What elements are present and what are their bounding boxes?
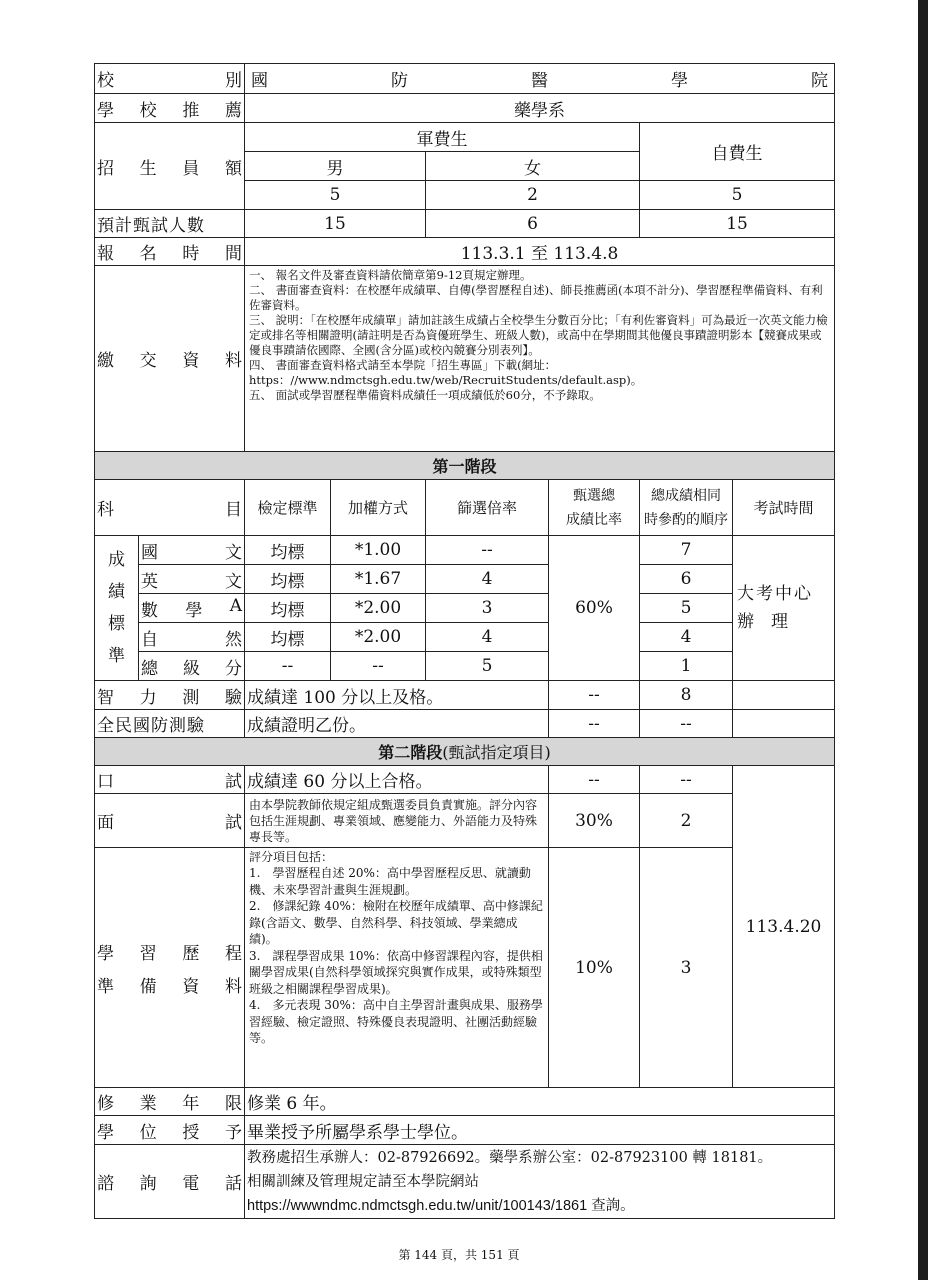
exam-date: 113.4.20 (733, 766, 835, 1088)
fitness-row (95, 710, 835, 738)
male-label: 男 (245, 152, 426, 181)
ratio-cell: 4 (426, 623, 549, 652)
exam-time-header: 考試時間 (733, 480, 835, 536)
interview-female: 6 (426, 210, 640, 238)
list-item: 2. 修課紀錄 40%：檢附在校歷年成績單、高中修課紀錄(含語文、數學、自然科學、科技領域、學業總成績)。 (249, 899, 543, 946)
weight-cell: *1.00 (331, 536, 426, 565)
list-item: 1. 學習歷程自述 20%：高中學習歷程反思、就讀動機、未來學習計畫與生涯規劃。 (249, 866, 531, 897)
interview-male: 15 (245, 210, 426, 238)
portfolio-desc: 評分項目包括： 1. 學習歷程自述 20%：高中學習歷程反思、就讀動機、未來學習計畫與生涯規劃。 2. 修課紀錄 40%：檢附在校歷年成績單、高中修課紀錄(含語文、數學、自然科學、科技領域、學業總成績)。 3. 課程學習成果 10%：依高中修習課程內容，提供相關學習成果(自然科學領域探究與實作成果，或特殊類型班級之相關課程學習成果)。 4. 多元表現 30%：高中自主學習計畫與成果、服務學習經驗、檢定證照、特殊優良表現證明、社團活動經驗等。 (245, 848, 549, 1088)
list-item: 二、 書面審查資料：在校歷年成績單、自傳(學習歷程自述)、師長推薦函(本項不計分)、學習歷程準備資料、有利佐審資料。 (249, 283, 823, 312)
score-standard-label: 成 績 標 準 (95, 536, 139, 681)
female-label: 女 (426, 152, 640, 181)
tie-cell: 7 (640, 536, 733, 565)
subject-name: 自 然 (139, 623, 245, 652)
portfolio-ratio: 10% (549, 848, 640, 1088)
table-row (95, 536, 835, 565)
subject-name: 總 級 分 (139, 652, 245, 681)
exam-place-cell: 大考中心 辦 理 (733, 536, 835, 681)
stage2-title: 第二階段(甄試指定項目) (95, 738, 835, 766)
standard-cell: 均標 (245, 594, 331, 623)
military-label: 軍費生 (245, 123, 640, 152)
tie-cell: 4 (640, 623, 733, 652)
contact-line2: 相關訓練及管理規定請至本學院網站 (247, 1173, 479, 1190)
quota-male: 5 (245, 181, 426, 210)
self-funded-label: 自費生 (640, 123, 835, 181)
subject-name: 英 文 (139, 565, 245, 594)
list-item: 五、 面試或學習歷程準備資料成績任一項成績低於60分，不予錄取。 (249, 388, 601, 402)
weight-header: 加權方式 (331, 480, 426, 536)
dept-row (95, 94, 835, 123)
weight-cell: *1.67 (331, 565, 426, 594)
list-item: 3. 課程學習成果 10%：依高中修習課程內容，提供相關學習成果(自然科學領域探究與實作成果，或特殊類型班級之相關課程學習成果)。 (249, 948, 543, 996)
degree-value: 畢業授予所屬學系學士學位。 (245, 1116, 835, 1145)
empty-cell (733, 681, 835, 710)
list-item: 三、 說明：「在校歷年成績單」請加註該生成績占全校學生分數百分比；「有利佐審資料」可為最近一次英文能力檢定或排名等相關證明(請註明是否為資優班學生、班級人數)，或高中在學期間其他優良事蹟證明影本【競賽成果或優良事蹟請依國際、全國(含分區)或校內競賽分別表列】。 (249, 313, 828, 357)
table-row (95, 594, 835, 623)
degree-row (95, 1116, 835, 1145)
dept-name: 藥學系 (245, 94, 835, 123)
iq-tie: 8 (640, 681, 733, 710)
subject-name: 國 文 (139, 536, 245, 565)
fitness-label: 全民國防測驗 (95, 710, 245, 738)
school-row (95, 64, 835, 94)
admission-table (94, 63, 835, 1219)
portfolio-tie: 3 (640, 848, 733, 1088)
contact-url[interactable]: https://wwwndmc.ndmctsgh.edu.tw/unit/100143/1861 查詢。 (247, 1197, 635, 1214)
school-label: 校 別 (95, 64, 245, 94)
ratio-cell: 5 (426, 652, 549, 681)
registration-label: 報 名 時 間 (95, 238, 245, 266)
standard-cell: -- (245, 652, 331, 681)
fitness-tie: -- (640, 710, 733, 738)
portfolio-label: 學 習 歷 程 準 備 資 料 (95, 848, 245, 1088)
standard-cell: 均標 (245, 565, 331, 594)
weight-cell: -- (331, 652, 426, 681)
quota-label: 招 生 員 額 (95, 123, 245, 210)
list-item: 4. 多元表現 30%：高中自主學習計畫與成果、服務學習經驗、檢定證照、特殊優良表現證明、社團活動經驗等。 (249, 998, 543, 1045)
list-item: 一、 報名文件及審查資料請依簡章第9-12頁規定辦理。 (249, 268, 532, 282)
portfolio-row (95, 848, 835, 1088)
ratio-header: 篩選倍率 (426, 480, 549, 536)
school-name: 國 防 醫 學 院 (251, 71, 828, 91)
ratio-cell: 4 (426, 565, 549, 594)
stage1-title: 第一階段 (95, 452, 835, 480)
standard-cell: 均標 (245, 623, 331, 652)
contact-label: 諮 詢 電 話 (95, 1145, 245, 1219)
ratio-cell: 3 (426, 594, 549, 623)
quota-self: 5 (640, 181, 835, 210)
contact-info (245, 1145, 835, 1219)
fitness-desc: 成績證明乙份。 (245, 710, 549, 738)
dept-label: 學 校 推 薦 (95, 94, 245, 123)
tie-cell: 6 (640, 565, 733, 594)
oral-row (95, 766, 835, 794)
face-interview-desc: 由本學院教師依規定組成甄選委員負責實施。評分內容包括生涯規劃、專業領域、應變能力、外語能力及特殊專長等。 (245, 794, 549, 848)
interview-label: 預計甄試人數 (95, 210, 245, 238)
submission-label: 繳 交 資 料 (95, 266, 245, 452)
registration-value: 113.3.1 至 113.4.8 (245, 238, 835, 266)
oral-ratio: -- (549, 766, 640, 794)
study-value: 修業 6 年。 (245, 1088, 835, 1116)
interview-row (95, 794, 835, 848)
ratio-cell: -- (426, 536, 549, 565)
standard-cell: 均標 (245, 536, 331, 565)
table-row (95, 623, 835, 652)
list-item: 四、 書面審查資料格式請至本學院「招生專區」下載(網址：https：//www.ndmctsgh.edu.tw/web/RecruitStudents/default.asp)。 (249, 358, 643, 387)
oral-tie: -- (640, 766, 733, 794)
iq-ratio: -- (549, 681, 640, 710)
tie-cell: 1 (640, 652, 733, 681)
school-name-cell (245, 64, 835, 94)
iq-desc: 成績達 100 分以上及格。 (245, 681, 549, 710)
scan-edge (918, 0, 928, 1280)
face-interview-tie: 2 (640, 794, 733, 848)
oral-desc: 成績達 60 分以上合格。 (245, 766, 549, 794)
page-number: 第 144 頁，共 151 頁 (398, 1248, 520, 1262)
tie-cell: 5 (640, 594, 733, 623)
face-interview-ratio: 30% (549, 794, 640, 848)
score-ratio-cell: 60% (549, 536, 640, 681)
empty-cell (733, 710, 835, 738)
contact-row (95, 1145, 835, 1219)
tie-order-header: 總成績相同 時參酌的順序 (640, 480, 733, 536)
score-ratio-header: 甄選總 成績比率 (549, 480, 640, 536)
degree-label: 學 位 授 予 (95, 1116, 245, 1145)
study-label: 修 業 年 限 (95, 1088, 245, 1116)
weight-cell: *2.00 (331, 623, 426, 652)
interview-self: 15 (640, 210, 835, 238)
quota-female: 2 (426, 181, 640, 210)
submission-list (245, 266, 835, 452)
weight-cell: *2.00 (331, 594, 426, 623)
subject-header: 科 目 (95, 480, 245, 536)
oral-label: 口 試 (95, 766, 245, 794)
standard-header: 檢定標準 (245, 480, 331, 536)
iq-label: 智 力 測 驗 (95, 681, 245, 710)
fitness-ratio: -- (549, 710, 640, 738)
table-row (95, 565, 835, 594)
study-row (95, 1088, 835, 1116)
iq-row (95, 681, 835, 710)
contact-line1: 教務處招生承辦人：02-87926692。藥學系辦公室：02-87923100 轉 18181。 (247, 1149, 773, 1166)
face-interview-label: 面 試 (95, 794, 245, 848)
table-row (95, 652, 835, 681)
subject-name: 數 學 A (139, 594, 245, 623)
